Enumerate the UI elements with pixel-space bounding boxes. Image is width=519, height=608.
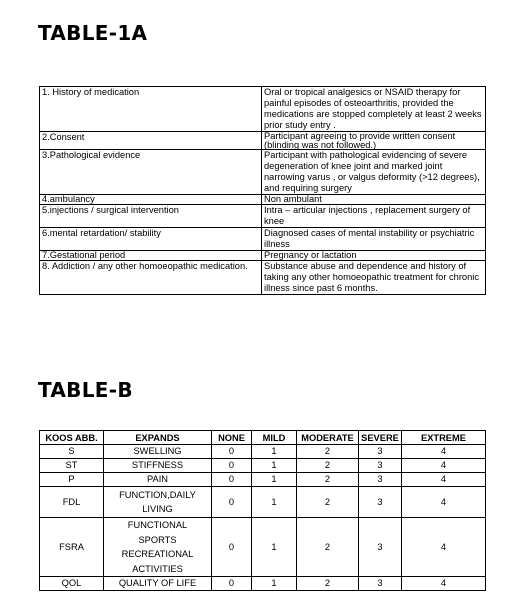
mild-cell: 1 bbox=[252, 518, 297, 577]
severe-cell: 3 bbox=[359, 518, 402, 577]
table-b bbox=[39, 430, 486, 591]
description-cell: Intra – articular injections , replacement surgery of knee bbox=[262, 205, 486, 228]
mild-cell: 1 bbox=[252, 445, 297, 459]
abb-cell: ST bbox=[40, 459, 104, 473]
abb-cell: P bbox=[40, 473, 104, 487]
abb-cell: FSRA bbox=[40, 518, 104, 577]
extreme-cell: 4 bbox=[402, 487, 486, 518]
table-row bbox=[40, 459, 486, 473]
none-cell: 0 bbox=[212, 445, 252, 459]
extreme-cell: 4 bbox=[402, 445, 486, 459]
mild-cell: 1 bbox=[252, 459, 297, 473]
table-row bbox=[40, 251, 486, 261]
table-row bbox=[40, 445, 486, 459]
extreme-cell: 4 bbox=[402, 577, 486, 591]
expands-cell: QUALITY OF LIFE bbox=[104, 577, 212, 591]
table-row bbox=[40, 132, 486, 150]
severe-cell: 3 bbox=[359, 487, 402, 518]
table-row bbox=[40, 150, 486, 195]
criterion-cell: 7.Gestational period bbox=[40, 251, 262, 261]
table-header-row bbox=[40, 431, 486, 445]
column-header: MILD bbox=[252, 431, 297, 445]
criterion-cell: 8. Addiction / any other homoeopathic medication. bbox=[40, 261, 262, 295]
none-cell: 0 bbox=[212, 473, 252, 487]
abb-cell: QOL bbox=[40, 577, 104, 591]
description-cell: Diagnosed cases of mental instability or psychiatric illness bbox=[262, 228, 486, 251]
severe-cell: 3 bbox=[359, 473, 402, 487]
table-1a-title: TABLE-1A bbox=[38, 21, 148, 45]
moderate-cell: 2 bbox=[297, 445, 359, 459]
mild-cell: 1 bbox=[252, 473, 297, 487]
abb-cell: FDL bbox=[40, 487, 104, 518]
table-row bbox=[40, 473, 486, 487]
column-header: EXTREME bbox=[402, 431, 486, 445]
table-row bbox=[40, 87, 486, 132]
description-cell: Non ambulant bbox=[262, 195, 486, 205]
extreme-cell: 4 bbox=[402, 459, 486, 473]
criterion-cell: 4.ambulancy bbox=[40, 195, 262, 205]
table-row bbox=[40, 195, 486, 205]
table-1a bbox=[39, 86, 486, 295]
column-header: EXPANDS bbox=[104, 431, 212, 445]
table-b-title: TABLE-B bbox=[38, 378, 133, 402]
table-row bbox=[40, 487, 486, 518]
description-cell: Participant with pathological evidencing of severe degeneration of knee joint and marked joint narrowing varus , or valgus deformity (>12 degrees), and requiring surgery bbox=[262, 150, 486, 195]
none-cell: 0 bbox=[212, 487, 252, 518]
column-header: KOOS ABB. bbox=[40, 431, 104, 445]
criterion-cell: 2.Consent bbox=[40, 132, 262, 150]
column-header: MODERATE bbox=[297, 431, 359, 445]
severe-cell: 3 bbox=[359, 445, 402, 459]
table-row bbox=[40, 261, 486, 295]
expands-cell: SWELLING bbox=[104, 445, 212, 459]
expands-cell: STIFFNESS bbox=[104, 459, 212, 473]
description-cell: Pregnancy or lactation bbox=[262, 251, 486, 261]
expands-cell: PAIN bbox=[104, 473, 212, 487]
none-cell: 0 bbox=[212, 459, 252, 473]
none-cell: 0 bbox=[212, 577, 252, 591]
moderate-cell: 2 bbox=[297, 577, 359, 591]
table-row bbox=[40, 577, 486, 591]
table-row bbox=[40, 228, 486, 251]
extreme-cell: 4 bbox=[402, 518, 486, 577]
description-cell: Participant agreeing to provide written consent (blinding was not followed.) bbox=[262, 132, 486, 150]
mild-cell: 1 bbox=[252, 487, 297, 518]
criterion-cell: 3.Pathological evidence bbox=[40, 150, 262, 195]
description-cell: Substance abuse and dependence and history of taking any other homoeopathic treatment for chronic illness since past 6 months. bbox=[262, 261, 486, 295]
moderate-cell: 2 bbox=[297, 487, 359, 518]
none-cell: 0 bbox=[212, 518, 252, 577]
table-row bbox=[40, 518, 486, 577]
mild-cell: 1 bbox=[252, 577, 297, 591]
description-cell: Oral or tropical analgesics or NSAID therapy for painful episodes of osteoarthritis, provided the medications are stopped completely at least 2 weeks prior study entry . bbox=[262, 87, 486, 132]
criterion-cell: 5.injections / surgical intervention bbox=[40, 205, 262, 228]
severe-cell: 3 bbox=[359, 577, 402, 591]
abb-cell: S bbox=[40, 445, 104, 459]
expands-cell: FUNCTION,DAILY LIVING bbox=[104, 487, 212, 518]
criterion-cell: 6.mental retardation/ stability bbox=[40, 228, 262, 251]
table-row bbox=[40, 205, 486, 228]
extreme-cell: 4 bbox=[402, 473, 486, 487]
column-header: SEVERE bbox=[359, 431, 402, 445]
criterion-cell: 1. History of medication bbox=[40, 87, 262, 132]
moderate-cell: 2 bbox=[297, 518, 359, 577]
moderate-cell: 2 bbox=[297, 473, 359, 487]
severe-cell: 3 bbox=[359, 459, 402, 473]
expands-cell: FUNCTIONAL SPORTS RECREATIONAL ACTIVITIES bbox=[104, 518, 212, 577]
column-header: NONE bbox=[212, 431, 252, 445]
moderate-cell: 2 bbox=[297, 459, 359, 473]
